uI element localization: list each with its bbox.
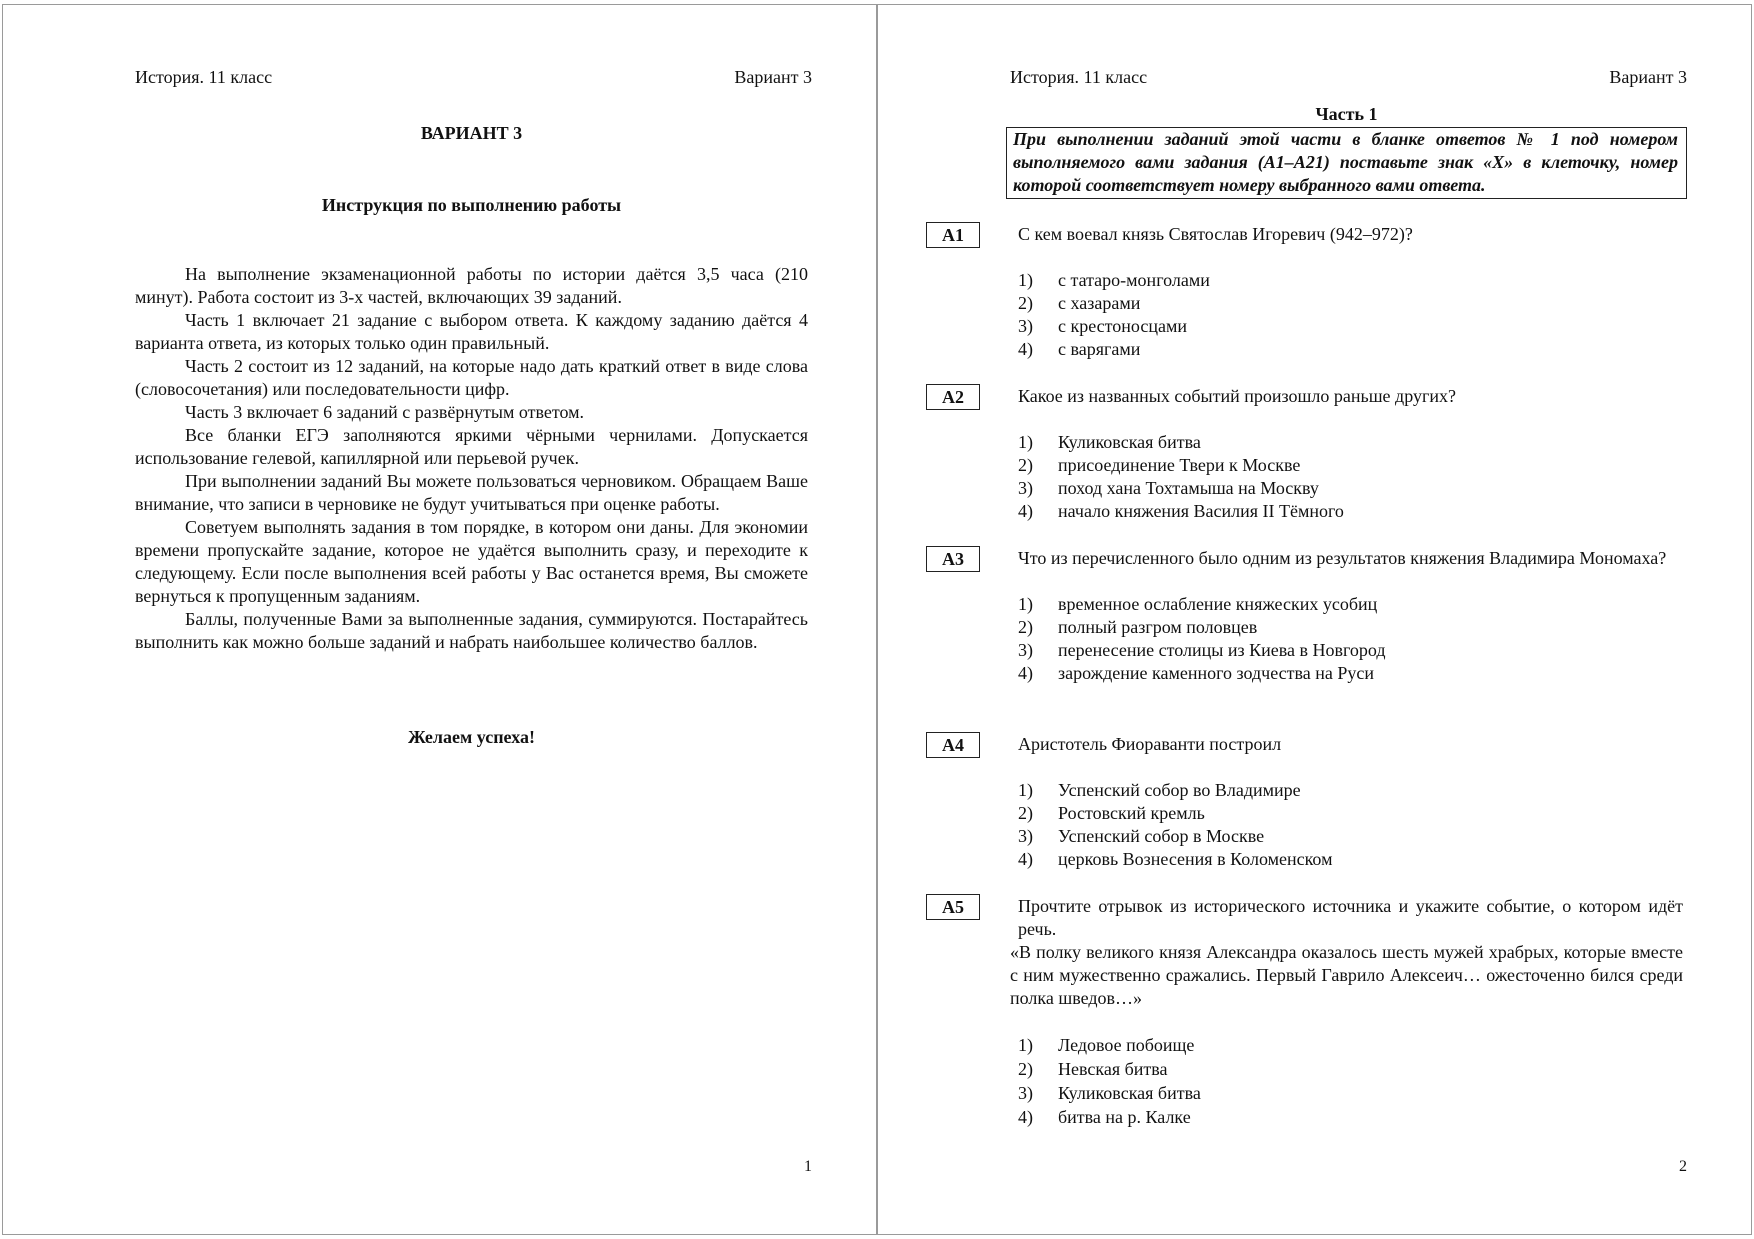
answer-options xyxy=(1010,431,1683,523)
instruction-paragraph: При выполнении заданий Вы можете пользоваться черновиком. Обращаем Ваше внимание, что записи в черновике не будут учитываться при оценке работы. xyxy=(135,471,808,514)
question-number: А2 xyxy=(926,384,980,410)
answer-option: 2) с хазарами xyxy=(1018,293,1141,313)
instruction-paragraph: Часть 3 включает 6 заданий с развёрнутым ответом. xyxy=(185,402,585,422)
header-variant: Вариант 3 xyxy=(734,67,812,87)
question-number: А4 xyxy=(926,732,980,758)
answer-option: 1) временное ослабление княжеских усобиц xyxy=(1018,594,1378,614)
answer-options xyxy=(1010,269,1683,361)
question-a5 xyxy=(942,895,1683,1130)
question-number: А1 xyxy=(926,222,980,248)
source-quote: «В полку великого князя Александра оказалось шесть мужей храбрых, которые вместе с ним мужественно сражались. Первый Гаврило Алексеич… ожесточенно бился среди полка шведов…» xyxy=(1010,942,1683,1008)
answer-option: 3) поход хана Тохтамыша на Москву xyxy=(1018,478,1319,498)
page-number: 1 xyxy=(804,1158,812,1175)
answer-options xyxy=(1010,1034,1683,1130)
answer-option: 1) Ледовое побоище xyxy=(1018,1035,1195,1055)
question-number: А3 xyxy=(926,546,980,572)
answer-option: 3) с крестоносцами xyxy=(1018,316,1188,336)
answer-option: 2) Ростовский кремль xyxy=(1018,803,1205,823)
good-luck-text: Желаем успеха! xyxy=(408,727,535,747)
answer-option: 4) зарождение каменного зодчества на Руси xyxy=(1018,663,1375,683)
answer-option: 1) Успенский собор во Владимире xyxy=(1018,780,1301,800)
variant-title: ВАРИАНТ 3 xyxy=(420,123,523,143)
question-a4 xyxy=(942,733,1683,871)
instruction-paragraph: Все бланки ЕГЭ заполняются яркими чёрными чернилами. Допускается использование гелевой, капиллярной или перьевой ручек. xyxy=(135,425,808,468)
instruction-paragraph: Советуем выполнять задания в том порядке, в котором они даны. Для экономии времени пропускайте задание, которое не удаётся выполнить сразу, и переходите к следующему. Если после выполнения всей работы у Вас останется время, Вы сможете вернуться к пропущенным заданиям. xyxy=(135,517,808,606)
part-title: Часть 1 xyxy=(1315,104,1378,124)
answer-option: 2) полный разгром половцев xyxy=(1018,617,1258,637)
instruction-paragraph: Часть 1 включает 21 задание с выбором ответа. К каждому заданию даётся 4 варианта ответа, из которых только один правильный. xyxy=(135,310,808,353)
answer-option: 4) битва на р. Калке xyxy=(1018,1107,1191,1127)
header-subject: История. 11 класс xyxy=(135,67,273,87)
instruction-paragraph: Баллы, полученные Вами за выполненные задания, суммируются. Постарайтесь выполнить как можно больше заданий и набрать наибольшее количество баллов. xyxy=(135,609,808,652)
question-text: Какое из названных событий произошло раньше других? xyxy=(1018,386,1456,406)
answer-option: 4) с варягами xyxy=(1018,339,1141,359)
instructions-text xyxy=(135,263,808,654)
question-a3 xyxy=(942,547,1683,685)
question-text: Аристотель Фиораванти построил xyxy=(1018,734,1282,754)
instruction-paragraph: На выполнение экзаменационной работы по истории даётся 3,5 часа (210 минут). Работа состоит из 3-х частей, включающих 39 заданий. xyxy=(135,264,808,307)
answer-option: 2) Невская битва xyxy=(1018,1059,1168,1079)
question-text: Прочтите отрывок из исторического источника и укажите событие, о котором идёт речь. xyxy=(1018,896,1683,939)
answer-option: 3) перенесение столицы из Киева в Новгород xyxy=(1018,640,1386,660)
question-a1 xyxy=(942,223,1683,361)
answer-option: 4) церковь Вознесения в Коломенском xyxy=(1018,849,1333,869)
instruction-paragraph: Часть 2 состоит из 12 заданий, на которые надо дать краткий ответ в виде слова (словосочетания) или последовательности цифр. xyxy=(135,356,808,399)
answer-options xyxy=(1010,593,1683,685)
question-text: С кем воевал князь Святослав Игоревич (942–972)? xyxy=(1018,224,1413,244)
question-text: Что из перечисленного было одним из результатов княжения Владимира Мономаха? xyxy=(1018,548,1667,568)
question-a2 xyxy=(942,385,1683,523)
answer-option: 4) начало княжения Василия II Тёмного xyxy=(1018,501,1344,521)
page-number: 2 xyxy=(1679,1158,1687,1175)
instructions-title: Инструкция по выполнению работы xyxy=(321,195,622,215)
question-number: А5 xyxy=(926,894,980,920)
answer-option: 1) Куликовская битва xyxy=(1018,432,1201,452)
page-2 xyxy=(877,4,1752,1235)
answer-option: 3) Куликовская битва xyxy=(1018,1083,1201,1103)
header-subject: История. 11 класс xyxy=(1010,67,1148,87)
page-1 xyxy=(2,4,877,1235)
answer-options xyxy=(1010,779,1683,871)
header-variant: Вариант 3 xyxy=(1609,67,1687,87)
answer-option: 2) присоединение Твери к Москве xyxy=(1018,455,1301,475)
answer-option: 3) Успенский собор в Москве xyxy=(1018,826,1265,846)
part-instructions-box: При выполнении заданий этой части в бланке ответов № 1 под номером выполняемого вами задания (А1–А21) поставьте знак «X» в клеточку, номер которой соответствует номеру выбранного вами ответа. xyxy=(1006,127,1687,199)
answer-option: 1) с татаро-монголами xyxy=(1018,270,1210,290)
